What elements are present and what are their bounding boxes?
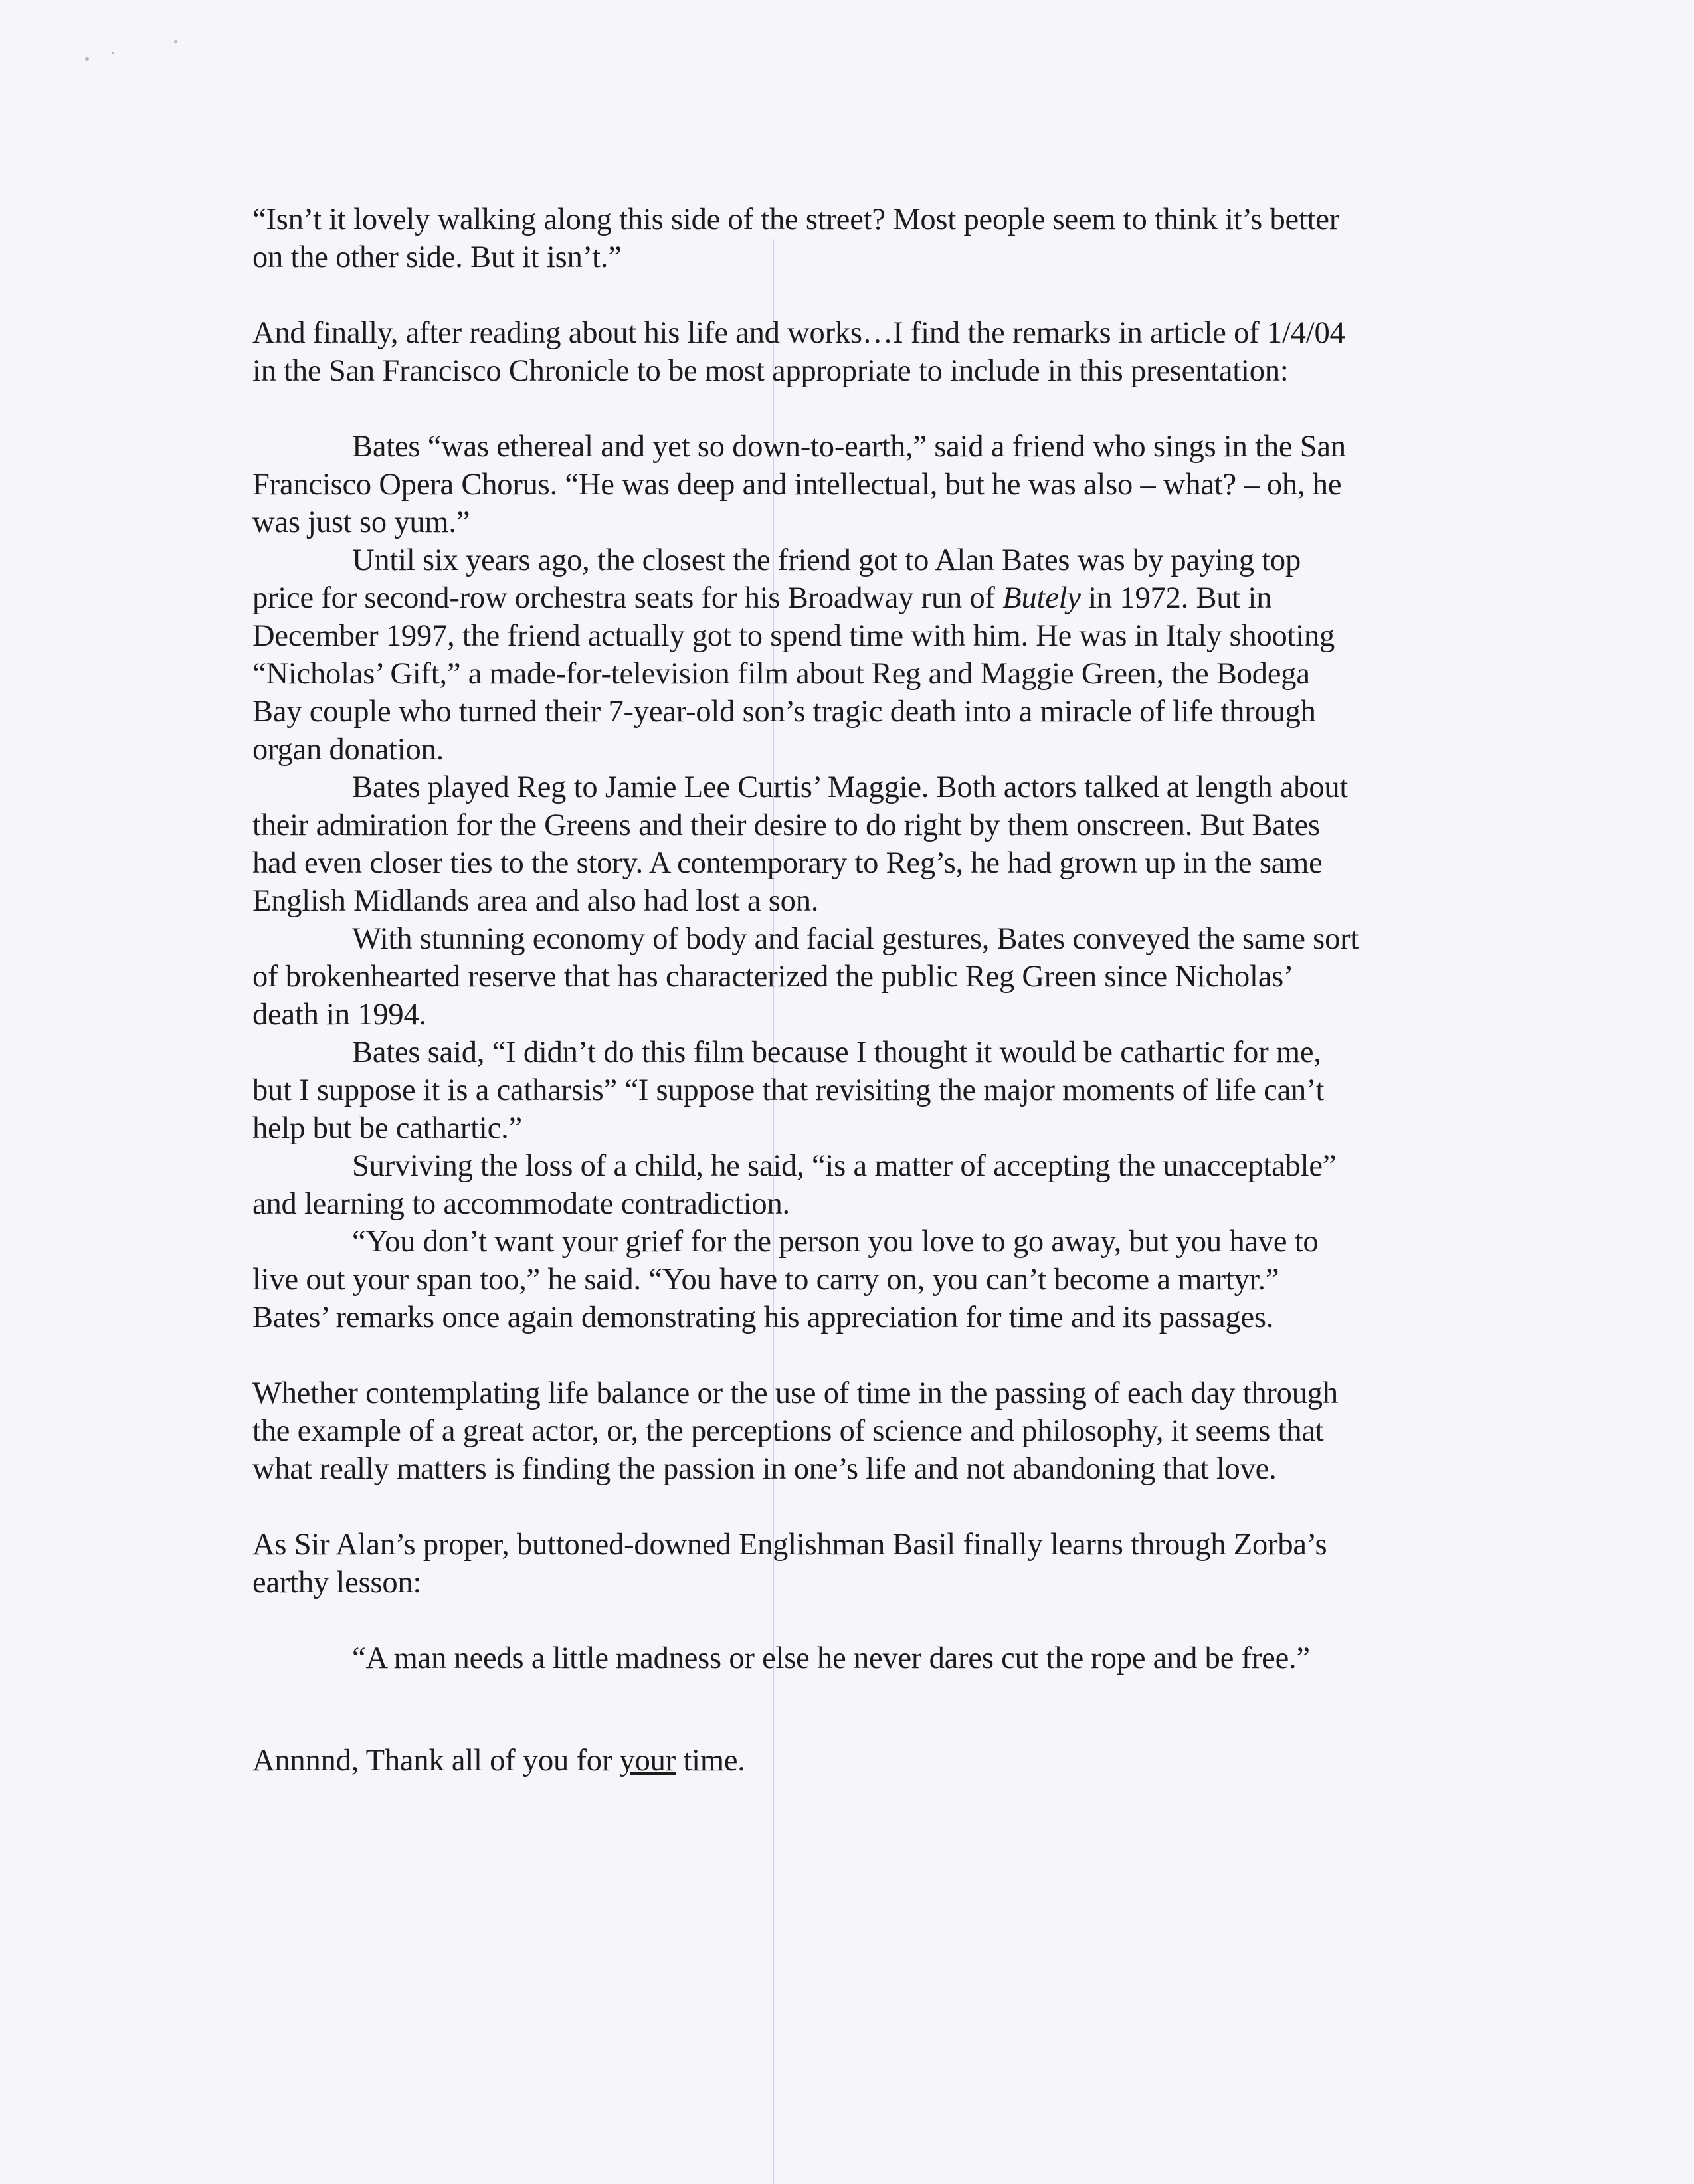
text-run: price for second-row orchestra seats for his Broadway run of xyxy=(252,581,1003,615)
scan-speck xyxy=(174,40,177,43)
text-run: time. xyxy=(675,1744,745,1777)
text-line: but I suppose it is a catharsis” “I suppose that revisiting the major moments of life can’t xyxy=(252,1073,1325,1107)
text-line: Bates played Reg to Jamie Lee Curtis’ Maggie. Both actors talked at length about xyxy=(352,771,1349,804)
conclusion-paragraph xyxy=(252,1374,1461,1488)
text-line: “You don’t want your grief for the person you love to go away, but you have to xyxy=(352,1225,1319,1259)
text-line: And finally, after reading about his life and works…I find the remarks in article of 1/4/04 xyxy=(252,316,1345,350)
scan-speck xyxy=(112,52,114,54)
text-line: was just so yum.” xyxy=(252,505,470,539)
text-line: Bay couple who turned their 7-year-old son’s tragic death into a miracle of life through xyxy=(252,695,1316,729)
chronicle-excerpt xyxy=(252,428,1461,1336)
document-body xyxy=(252,201,1461,1779)
text-line: had even closer ties to the story. A contemporary to Reg’s, he had grown up in the same xyxy=(252,846,1323,880)
text-line: help but be cathartic.” xyxy=(252,1111,522,1145)
text-line: As Sir Alan’s proper, buttoned-downed Englishman Basil finally learns through Zorba’s xyxy=(252,1528,1327,1562)
text-run: in 1972. But in xyxy=(1080,581,1272,615)
text-line: what really matters is finding the passion in one’s life and not abandoning that love. xyxy=(252,1452,1277,1486)
text-line: December 1997, the friend actually got to spend time with him. He was in Italy shooting xyxy=(252,619,1335,653)
zorba-intro-paragraph xyxy=(252,1526,1461,1601)
text-line: “Nicholas’ Gift,” a made-for-television film about Reg and Maggie Green, the Bodega xyxy=(252,657,1310,691)
italic-title: Butely xyxy=(1002,581,1081,615)
text-line: Bates’ remarks once again demonstrating his appreciation for time and its passages. xyxy=(252,1301,1274,1334)
text-line: Whether contemplating life balance or the use of time in the passing of each day through xyxy=(252,1376,1338,1410)
text-line: death in 1994. xyxy=(252,998,426,1032)
text-line: organ donation. xyxy=(252,733,444,767)
text-line: the example of a great actor, or, the perceptions of science and philosophy, it seems that xyxy=(252,1414,1324,1448)
text-line: English Midlands area and also had lost a son. xyxy=(252,884,819,918)
text-line: Surviving the loss of a child, he said, “is a matter of accepting the unacceptable” xyxy=(352,1149,1337,1183)
text-run: Annnnd, Thank all of you for xyxy=(252,1744,620,1777)
closing-line xyxy=(252,1742,1461,1779)
text-line xyxy=(252,579,1461,617)
opening-quote-paragraph xyxy=(252,201,1461,276)
intro-paragraph xyxy=(252,314,1461,390)
text-line: With stunning economy of body and facial gestures, Bates conveyed the same sort xyxy=(352,922,1359,956)
text-line: Until six years ago, the closest the friend got to Alan Bates was by paying top xyxy=(352,543,1301,577)
underlined-word: your xyxy=(619,1744,676,1777)
text-line: Bates “was ethereal and yet so down-to-earth,” said a friend who sings in the San xyxy=(352,430,1346,464)
text-line: their admiration for the Greens and their desire to do right by them onscreen. But Bates xyxy=(252,808,1320,842)
text-line: in the San Francisco Chronicle to be most appropriate to include in this presentation: xyxy=(252,354,1289,388)
text-line: Bates said, “I didn’t do this film because I thought it would be cathartic for me, xyxy=(352,1036,1321,1069)
text-line: on the other side. But it isn’t.” xyxy=(252,240,622,274)
text-line: of brokenhearted reserve that has characterized the public Reg Green since Nicholas’ xyxy=(252,960,1294,994)
text-line: “Isn’t it lovely walking along this side of the street? Most people seem to think it’s better xyxy=(252,203,1340,236)
scan-speck xyxy=(85,57,89,61)
text-line: live out your span too,” he said. “You have to carry on, you can’t become a martyr.” xyxy=(252,1263,1279,1297)
text-line: and learning to accommodate contradiction. xyxy=(252,1187,790,1221)
text-line: Francisco Opera Chorus. “He was deep and intellectual, but he was also – what? – oh, he xyxy=(252,468,1342,501)
text-line: earthy lesson: xyxy=(252,1566,422,1599)
zorba-quote: “A man needs a little madness or else he never dares cut the rope and be free.” xyxy=(352,1641,1310,1675)
